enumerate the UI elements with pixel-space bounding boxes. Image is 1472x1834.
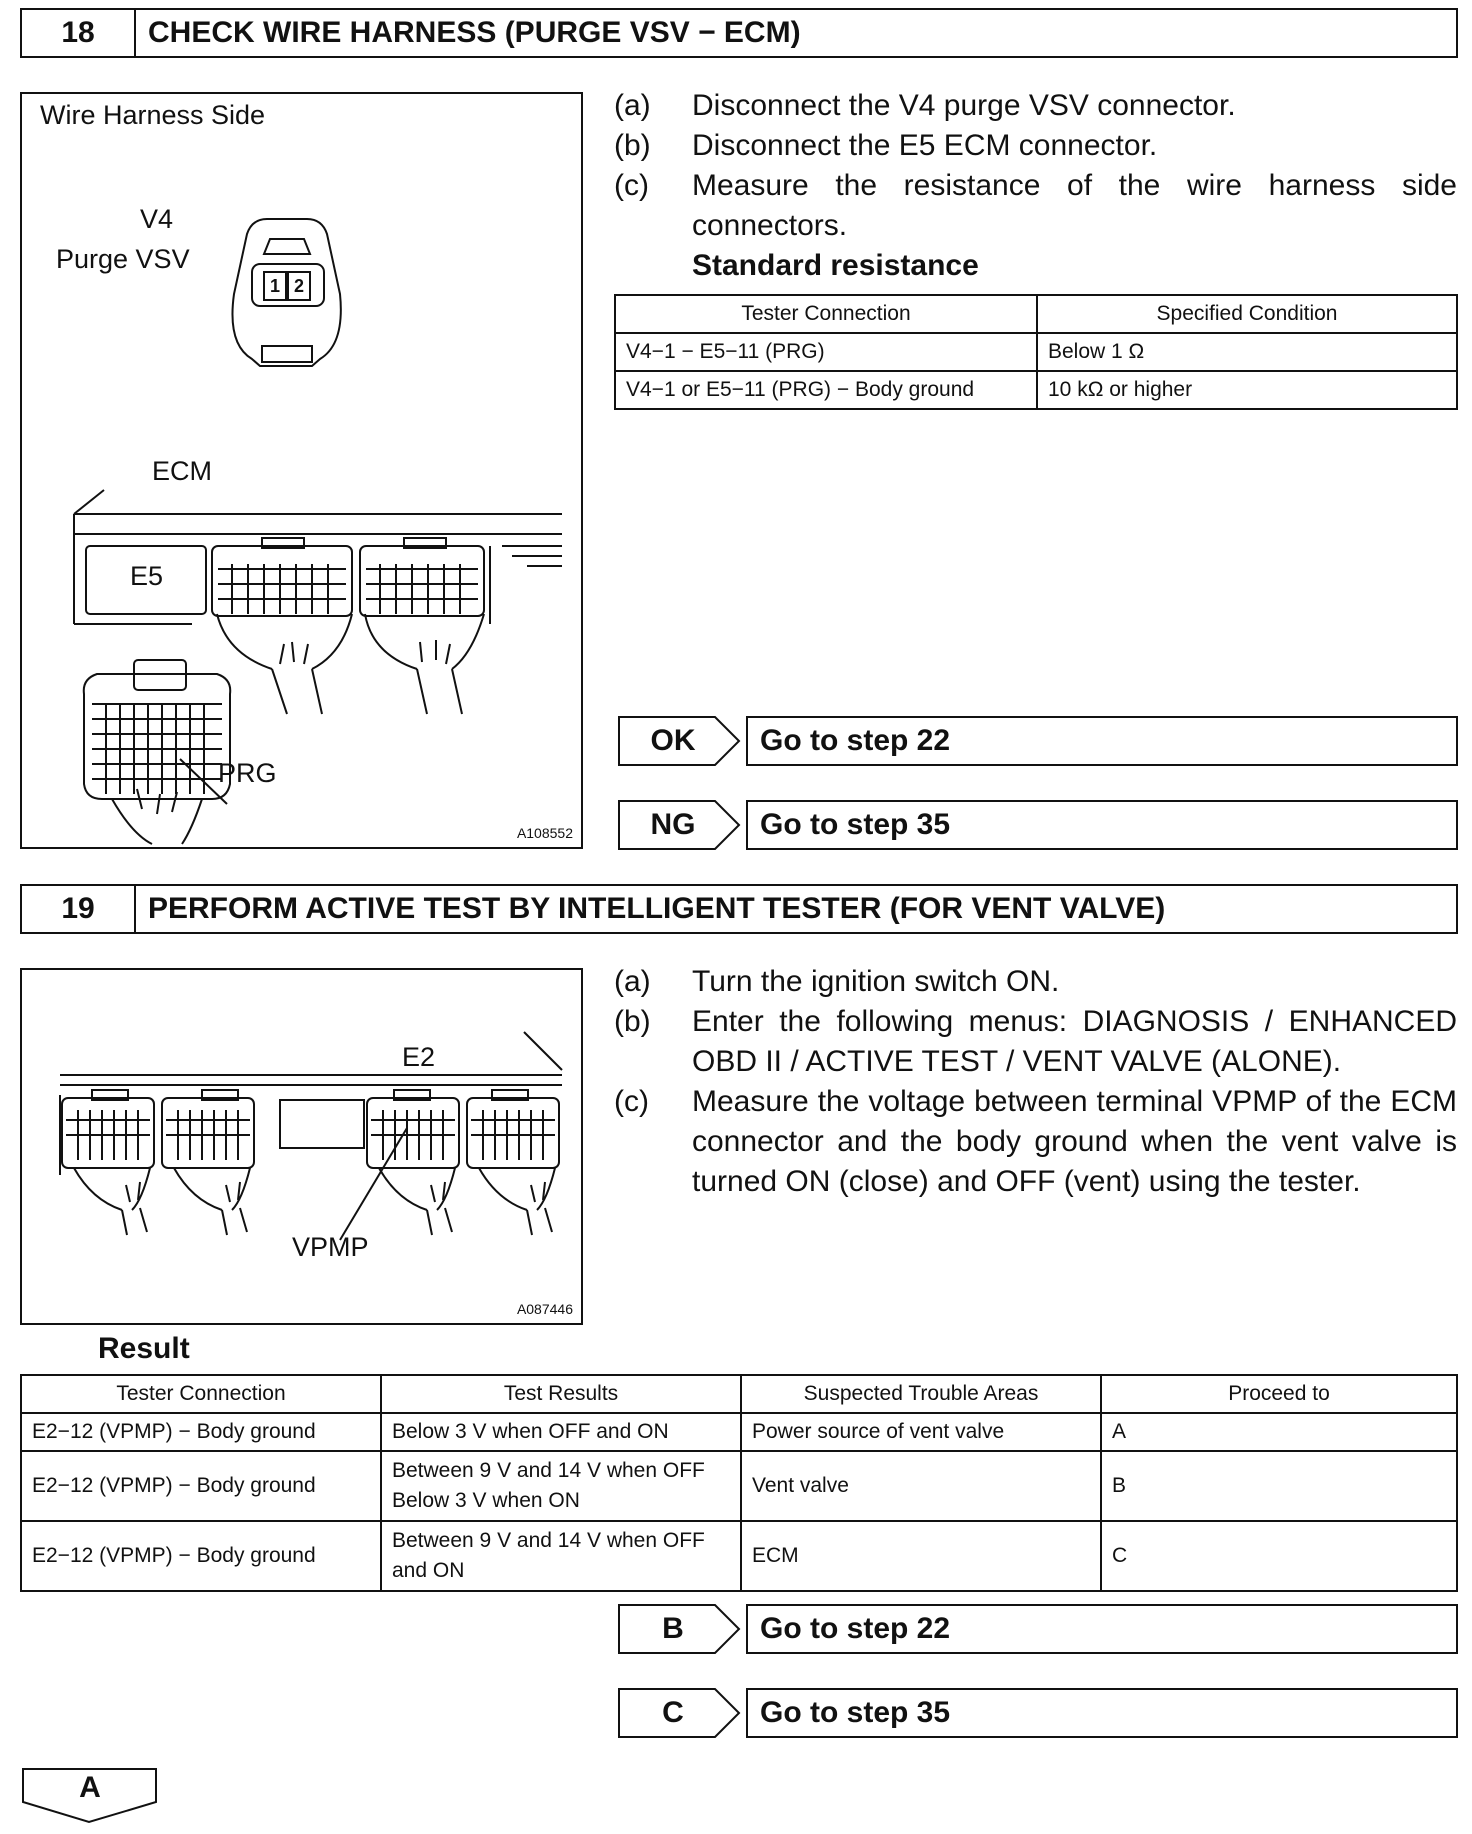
figure-code: A108552 [516,825,573,841]
purge-vsv-label: Purge VSV [56,244,190,274]
step-19-header [20,884,1458,934]
figure-heading: Wire Harness Side [40,100,266,130]
step-19-instructions [614,962,1457,1202]
result-table [20,1374,1458,1592]
ecm-label: ECM [152,456,212,486]
result-tag: C [662,1696,684,1729]
table-row: E2−12 (VPMP) − Body ground Between 9 V and 14 V when OFF Below 3 V when ON Vent valve B [21,1451,1457,1521]
ecm-illustration [22,970,585,1327]
continue-tag-label: A [79,1771,101,1804]
harness-illustration [22,94,585,851]
step-title: CHECK WIRE HARNESS (PURGE VSV − ECM) [148,16,801,49]
goto-target[interactable]: Go to step 35 [746,1688,1458,1738]
result-tag: B [662,1612,684,1645]
standard-resistance-table [614,294,1458,410]
prg-label: PRG [218,758,277,788]
step-18-header [20,8,1458,58]
table-header-row: Tester Connection Test Results Suspected Trouble Areas Proceed to [21,1375,1457,1413]
goto-target[interactable]: Go to step 22 [746,1604,1458,1654]
wire-harness-figure [20,92,583,849]
pin-2-label: 2 [293,275,304,296]
vpmp-leader-line [340,1128,407,1240]
instruction-item: (b) Disconnect the E5 ECM connector. [614,129,1158,162]
result-tag: NG [650,808,696,841]
ecm-vpmp-figure [20,968,583,1325]
instruction-item: (c) Measure the voltage between terminal VPMP of the ECM connector and the body ground when the vent valve is turned ON (close) and OFF (vent) using the tester. [614,1085,1457,1198]
table-row: V4−1 or E5−11 (PRG) − Body ground 10 kΩ or higher [615,371,1457,409]
figure-code: A087446 [516,1301,573,1317]
goto-target[interactable]: Go to step 22 [746,716,1458,766]
continue-tag-a[interactable] [22,1768,158,1824]
step-18-instructions [614,86,1457,286]
result-tag: OK [650,724,696,757]
instruction-item: (b) Enter the following menus: DIAGNOSIS / ENHANCED OBD II / ACTIVE TEST / VENT VALVE (ALONE). [614,1005,1457,1078]
result-heading: Result [98,1332,190,1365]
result-c [618,1688,1458,1738]
result-ng [618,800,1458,850]
result-ok [618,716,1458,766]
instruction-item: (c) Measure the resistance of the wire harness side connectors. [614,169,1457,242]
instruction-item: (a) Disconnect the V4 purge VSV connector. [614,89,1236,122]
e2-label: E2 [402,1042,436,1072]
e5-label: E5 [130,561,164,591]
step-number: 19 [22,886,136,932]
table-row: V4−1 − E5−11 (PRG) Below 1 Ω [615,333,1457,371]
pin-1-label: 1 [269,275,280,296]
v4-label: V4 [140,204,174,234]
instruction-item: (a) Turn the ignition switch ON. [614,965,1060,998]
result-b [618,1604,1458,1654]
step-number: 18 [22,10,136,56]
table-header-row: Tester Connection Specified Condition [615,295,1457,333]
goto-target[interactable]: Go to step 35 [746,800,1458,850]
standard-resistance-heading: Standard resistance [692,249,979,282]
table-row: E2−12 (VPMP) − Body ground Between 9 V and 14 V when OFF and ON ECM C [21,1521,1457,1591]
table-row: E2−12 (VPMP) − Body ground Below 3 V when OFF and ON Power source of vent valve A [21,1413,1457,1451]
vpmp-label: VPMP [292,1232,369,1262]
step-title: PERFORM ACTIVE TEST BY INTELLIGENT TESTER (FOR VENT VALVE) [148,892,1166,925]
